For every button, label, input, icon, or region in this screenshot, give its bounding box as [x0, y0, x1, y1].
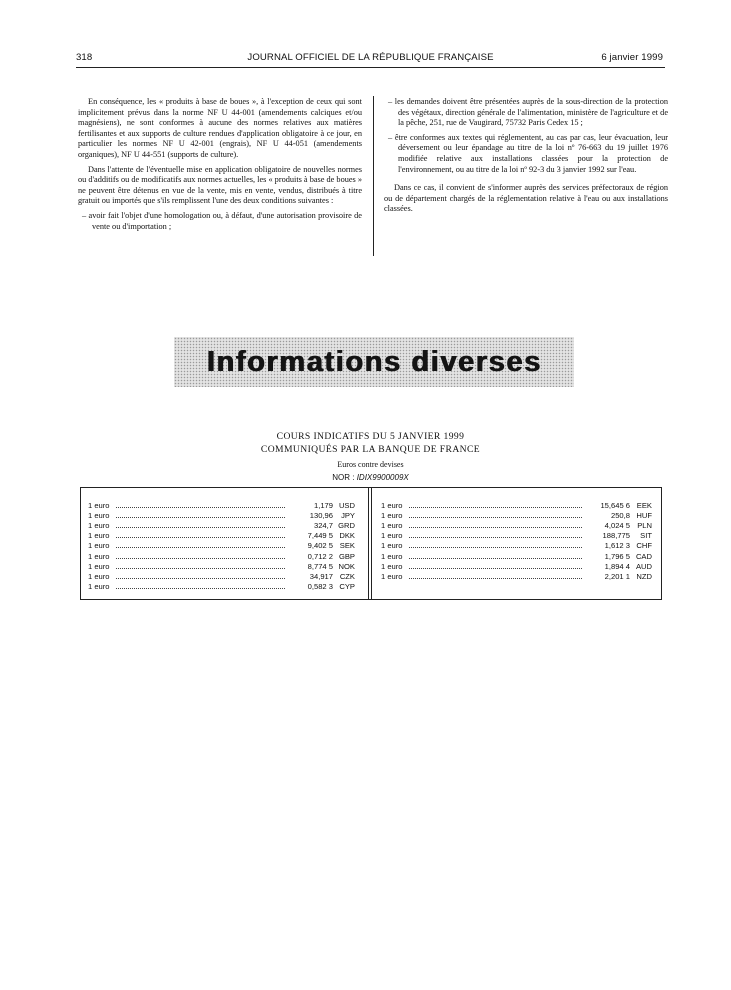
- rate-value: 1,612 3: [604, 541, 630, 551]
- rate-row: [88, 561, 356, 571]
- condition-item-homologation: – avoir fait l'objet d'une homologation ou, à défaut, d'une autorisation provisoire de vente ou d'importation ;: [82, 210, 362, 231]
- nor-reference: [0, 473, 731, 482]
- rate-row: [88, 540, 356, 550]
- right-column: [384, 97, 668, 219]
- rate-row: [88, 510, 356, 520]
- rate-value: 250,8: [610, 511, 630, 521]
- rate-currency: AUD: [635, 561, 652, 571]
- paragraph-attente: Dans l'attente de l'éventuelle mise en application obligatoire de nouvelles normes ou d'additifs ou de modificatifs aux normes actuelles, les « produits à base de boues » ne peuvent être détenus en vue de la vente, mis en vente, vendus, distribués à titre gratuit ou importés que s'ils remplissent l'une des deux conditions suivantes :: [78, 164, 362, 206]
- rate-label: 1 euro: [381, 511, 403, 521]
- rate-label: 1 euro: [88, 521, 110, 531]
- rate-currency: GBP: [338, 551, 355, 561]
- rate-currency: CAD: [635, 551, 652, 561]
- leader-dots: [116, 507, 285, 508]
- rate-label: 1 euro: [381, 571, 403, 581]
- rate-row: [381, 510, 653, 520]
- leader-dots: [409, 537, 582, 538]
- rate-row: [381, 561, 653, 571]
- rate-row: [381, 530, 653, 540]
- rate-value: 188,775: [602, 531, 630, 541]
- rate-value: 9,402 5: [307, 541, 333, 551]
- rate-row: [381, 571, 653, 581]
- column-separator: [373, 96, 374, 256]
- journal-title: JOURNAL OFFICIEL DE LA RÉPUBLIQUE FRANÇAISE: [247, 52, 494, 63]
- rate-currency: USD: [338, 501, 355, 511]
- page-number: 318: [76, 52, 93, 63]
- rate-currency: CYP: [339, 581, 355, 591]
- header-rule: [76, 67, 665, 68]
- rate-currency: EEK: [636, 501, 652, 511]
- rates-table-right: [381, 500, 653, 581]
- nor-label: NOR :: [332, 473, 355, 482]
- rate-label: 1 euro: [88, 571, 110, 581]
- rate-currency: NOK: [338, 561, 355, 571]
- rate-label: 1 euro: [381, 531, 403, 541]
- rate-row: [88, 500, 356, 510]
- rates-subtitle: Euros contre devises: [337, 460, 404, 469]
- rate-row: [88, 550, 356, 560]
- rates-table-left: [88, 500, 356, 591]
- leader-dots: [409, 547, 582, 548]
- condition-item-demandes: – les demandes doivent être présentées auprès de la sous-direction de la protection des végétaux, direction générale de l'alimentation, ministère de l'agriculture et de la pêche, 251, rue de Vaugirard, 75732 Paris Cedex 15 ;: [388, 97, 668, 128]
- rate-currency: GRD: [338, 521, 355, 531]
- nor-code: IDIX9900009X: [356, 473, 409, 482]
- rates-title-line1: COURS INDICATIFS DU 5 JANVIER 1999: [276, 431, 465, 442]
- leader-dots: [116, 537, 285, 538]
- leader-dots: [409, 568, 582, 569]
- leader-dots: [116, 527, 285, 528]
- leader-dots: [116, 578, 285, 579]
- rate-value: 7,449 5: [307, 531, 333, 541]
- rate-currency: SEK: [339, 541, 355, 551]
- leader-dots: [116, 517, 285, 518]
- rate-currency: CZK: [339, 571, 355, 581]
- rate-row: [381, 550, 653, 560]
- rate-value: 15,645 6: [600, 501, 630, 511]
- rate-row: [88, 520, 356, 530]
- rate-currency: CHF: [636, 541, 652, 551]
- rate-label: 1 euro: [381, 541, 403, 551]
- rate-row: [88, 581, 356, 591]
- rate-label: 1 euro: [88, 511, 110, 521]
- rate-row: [381, 520, 653, 530]
- rate-currency: SIT: [640, 531, 652, 541]
- rate-value: 0,712 2: [307, 551, 333, 561]
- leader-dots: [409, 517, 582, 518]
- rate-value: 324,7: [313, 521, 333, 531]
- rate-value: 34,917: [309, 571, 333, 581]
- paragraph-dans-ce-cas: Dans ce cas, il convient de s'informer auprès des services préfectoraux de région ou de département chargés de la réglementation relative à l'eau ou aux installations classées.: [384, 183, 668, 214]
- rate-value: 1,894 4: [604, 561, 630, 571]
- leader-dots: [116, 547, 285, 548]
- rate-label: 1 euro: [88, 541, 110, 551]
- issue-date: 6 janvier 1999: [601, 52, 663, 63]
- rate-currency: HUF: [636, 511, 652, 521]
- rate-value: 130,96: [309, 511, 333, 521]
- section-banner: [174, 337, 574, 387]
- rate-value: 4,024 5: [604, 521, 630, 531]
- rate-label: 1 euro: [381, 521, 403, 531]
- leader-dots: [116, 568, 285, 569]
- rate-currency: PLN: [637, 521, 652, 531]
- condition-item-conformes: – être conformes aux textes qui réglementent, au cas par cas, leur évacuation, leur déversement ou leur épandage au titre de la loi nº 76-663 du 19 juillet 1976 modifiée relative aux installations classées pour la protection de l'environnement, ou au titre de la loi nº 92-3 du 3 janvier 1992 sur l'eau.: [388, 132, 668, 174]
- leader-dots: [409, 507, 582, 508]
- rate-label: 1 euro: [88, 531, 110, 541]
- rate-row: [88, 530, 356, 540]
- rate-value: 0,582 3: [307, 581, 333, 591]
- leader-dots: [409, 558, 582, 559]
- rate-label: 1 euro: [88, 581, 110, 591]
- rate-currency: JPY: [341, 511, 355, 521]
- rate-value: 8,774 5: [307, 561, 333, 571]
- rate-label: 1 euro: [88, 501, 110, 511]
- rate-row: [381, 540, 653, 550]
- rate-row: [381, 500, 653, 510]
- rates-title-line2: COMMUNIQUÉS PAR LA BANQUE DE FRANCE: [260, 444, 481, 455]
- rate-label: 1 euro: [88, 561, 110, 571]
- rate-label: 1 euro: [381, 501, 403, 511]
- rate-value: 1,179: [313, 501, 333, 511]
- leader-dots: [409, 578, 582, 579]
- rate-currency: DKK: [339, 531, 355, 541]
- paragraph-consequence: En conséquence, les « produits à base de boues », à l'exception de ceux qui sont implicitement prévus dans la norme NF U 44-001 (amendements calciques et/ou magnésiens), ne sont conformes à aucune des normes relatives aux matières fertilisantes et aux supports de culture rendues d'application obligatoire à ce jour, en particulier les normes NF U 42-001 (engrais), NF U 44-051 (amendements organiques), NF U 44-551 (supports de culture).: [78, 97, 362, 159]
- rate-currency: NZD: [636, 571, 652, 581]
- rate-label: 1 euro: [381, 561, 403, 571]
- left-column: [78, 97, 362, 236]
- banner-title: Informations diverses: [206, 345, 542, 378]
- leader-dots: [116, 558, 285, 559]
- leader-dots: [409, 527, 582, 528]
- rate-row: [88, 571, 356, 581]
- rate-label: 1 euro: [381, 551, 403, 561]
- leader-dots: [116, 588, 285, 589]
- rate-value: 2,201 1: [604, 571, 630, 581]
- rates-table-divider: [368, 487, 372, 600]
- rate-label: 1 euro: [88, 551, 110, 561]
- rate-value: 1,796 5: [604, 551, 630, 561]
